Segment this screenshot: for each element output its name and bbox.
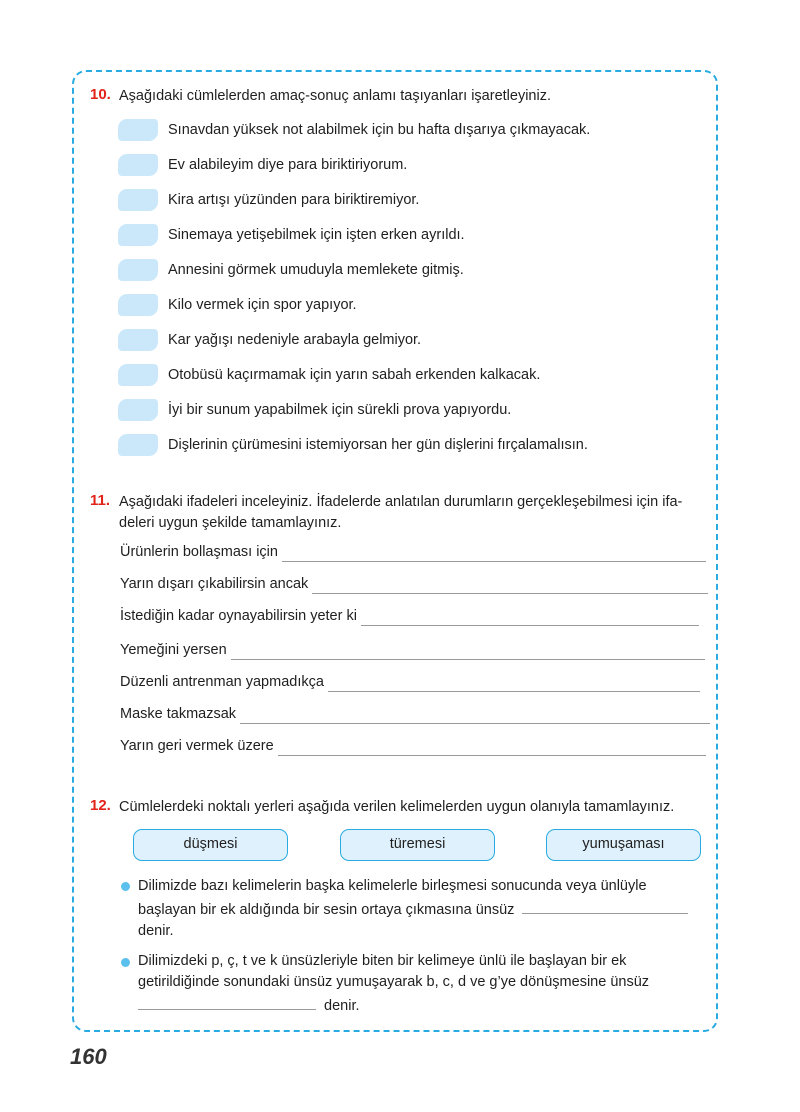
answer-line[interactable] <box>240 709 710 724</box>
page-number: 160 <box>70 1044 107 1069</box>
answer-line[interactable] <box>522 901 688 914</box>
q11-item-label: Yarın geri vermek üzere <box>120 738 274 754</box>
q10-item: Kar yağışı nedeniyle arabayla gelmiyor. <box>168 332 422 348</box>
q10-item: İyi bir sunum yapabilmek için sürekli prova yapıyordu. <box>168 402 512 418</box>
q11-fill-row <box>120 672 700 692</box>
bullet-dot <box>121 958 130 967</box>
q11-prompt-line2: deleri uygun şekilde tamamlayınız. <box>119 515 342 531</box>
q10-item: Sınavdan yüksek not alabilmek için bu hafta dışarıya çıkmayacak. <box>168 122 591 138</box>
q12-statement-1-line1: Dilimizde bazı kelimelerin başka kelimelerle birleşmesi sonucunda veya ünlüyle <box>138 878 647 894</box>
q11-item-label: Yarın dışarı çıkabilirsin ancak <box>120 576 309 592</box>
q12-prompt: Cümlelerdeki noktalı yerleri aşağıda verilen kelimelerden uygun olanıyla tamamlayınız. <box>119 799 675 815</box>
q11-item-label: Yemeğini yersen <box>120 642 227 658</box>
q10-checkbox[interactable] <box>118 119 158 141</box>
answer-line[interactable] <box>231 645 705 660</box>
q10-item: Sinemaya yetişebilmek için işten erken ayrıldı. <box>168 227 465 243</box>
q11-prompt-line1: Aşağıdaki ifadeleri inceleyiniz. İfadelerde anlatılan durumların gerçekleşebilmesi için ifa- <box>119 494 683 510</box>
q10-checkbox[interactable] <box>118 294 158 316</box>
q11-item-label: Ürünlerin bollaşması için <box>120 544 278 560</box>
q10-number: 10. <box>90 86 111 103</box>
q10-checkbox[interactable] <box>118 329 158 351</box>
q10-checkbox[interactable] <box>118 259 158 281</box>
q12-statement-2-line1: Dilimizdeki p, ç, t ve k ünsüzleriyle biten bir kelimeye ünlü ile başlayan bir ek <box>138 953 627 969</box>
word-option-dusmesi[interactable]: düşmesi <box>133 829 288 861</box>
q11-number: 11. <box>90 492 111 509</box>
word-option-yumusamasi[interactable]: yumuşaması <box>546 829 701 861</box>
q12-statement-1-text: başlayan bir ek aldığında bir sesin ortaya çıkmasına ünsüz <box>138 902 515 918</box>
answer-line[interactable] <box>361 611 699 626</box>
q11-fill-row <box>120 704 710 724</box>
answer-line[interactable] <box>312 579 708 594</box>
q10-item: Dişlerinin çürümesini istemiyorsan her gün dişlerini fırçalamalısın. <box>168 437 588 453</box>
q10-checkbox[interactable] <box>118 189 158 211</box>
q11-fill-row <box>120 736 706 756</box>
q10-checkbox[interactable] <box>118 399 158 421</box>
q11-fill-row <box>120 542 706 562</box>
q12-statement-2-line2: getirildiğinde sonundaki ünsüz yumuşayarak b, c, d ve g’ye dönüşmesine ünsüz <box>138 974 650 990</box>
bullet-dot <box>121 882 130 891</box>
q10-checkbox[interactable] <box>118 434 158 456</box>
q12-statement-1-line2 <box>138 898 688 922</box>
q10-item: Kira artışı yüzünden para biriktiremiyor. <box>168 192 420 208</box>
q11-item-label: Düzenli antrenman yapmadıkça <box>120 674 324 690</box>
q12-statement-1-line3: denir. <box>138 923 174 939</box>
q12-statement-2-text: denir. <box>324 998 360 1014</box>
q10-checkbox[interactable] <box>118 224 158 246</box>
q10-checkbox[interactable] <box>118 154 158 176</box>
answer-line[interactable] <box>138 997 316 1010</box>
answer-line[interactable] <box>328 677 700 692</box>
q10-item: Annesini görmek umuduyla memlekete gitmiş. <box>168 262 464 278</box>
q11-fill-row <box>120 574 708 594</box>
answer-line[interactable] <box>278 741 706 756</box>
q11-fill-row <box>120 606 699 626</box>
q10-item: Ev alabileyim diye para biriktiriyorum. <box>168 157 408 173</box>
q10-item: Otobüsü kaçırmamak için yarın sabah erkenden kalkacak. <box>168 367 541 383</box>
word-option-turemesi[interactable]: türemesi <box>340 829 495 861</box>
q11-fill-row <box>120 640 705 660</box>
q10-checkbox[interactable] <box>118 364 158 386</box>
q11-item-label: Maske takmazsak <box>120 706 237 722</box>
q11-item-label: İstediğin kadar oynayabilirsin yeter ki <box>120 608 357 624</box>
q12-number: 12. <box>90 797 111 814</box>
q12-statement-2-line3 <box>138 994 360 1018</box>
q10-item: Kilo vermek için spor yapıyor. <box>168 297 357 313</box>
answer-line[interactable] <box>282 547 706 562</box>
q10-prompt: Aşağıdaki cümlelerden amaç-sonuç anlamı taşıyanları işaretleyiniz. <box>119 88 551 104</box>
